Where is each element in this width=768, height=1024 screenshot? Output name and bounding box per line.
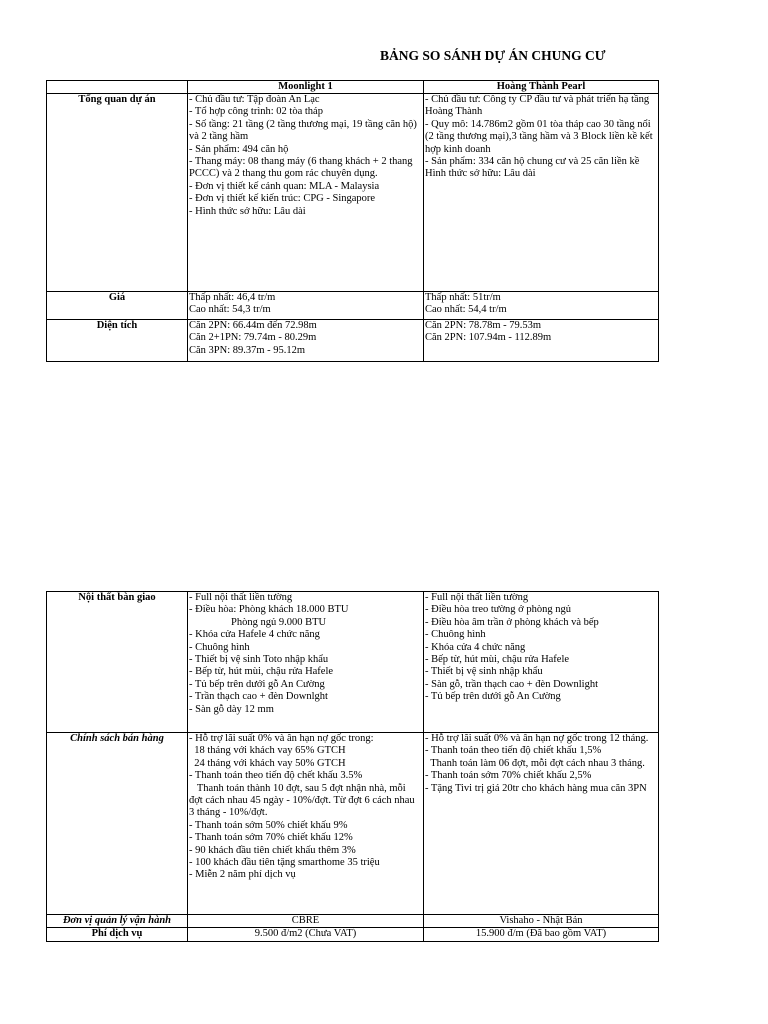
cell-line: Cao nhất: 54,4 tr/m <box>425 304 507 316</box>
cell-hoang-thanh <box>424 592 659 733</box>
cell-moonlight <box>188 94 424 292</box>
row-label: Tổng quan dự án <box>47 94 188 292</box>
cell-line: - Thanh toán sớm 50% chiết khấu 9% <box>189 819 348 831</box>
cell-line: 9.500 đ/m2 (Chưa VAT) <box>254 928 357 940</box>
cell-line: - 100 khách đầu tiên tặng smarthome 35 triệu <box>189 857 380 869</box>
cell-line: Thấp nhất: 46,4 tr/m <box>189 292 276 303</box>
cell-line: - Thanh toán sớm 70% chiết khấu 2,5% <box>425 770 592 782</box>
cell-line: Căn 3PN: 89.37m - 95.12m <box>189 344 306 356</box>
cell-hoang-thanh <box>424 292 659 320</box>
row-label: Giá <box>47 292 188 320</box>
cell-line: Thanh toán làm 06 đợt, mỗi đợt cách nhau 3 tháng. <box>425 757 645 769</box>
cell-line: - Quy mô: 14.786m2 gồm 01 tòa tháp cao 30 tầng nổi (2 tầng thương mại),3 tầng hầm và 3 Block liền kề kết hợp kinh doanh <box>425 118 656 155</box>
cell-line: - Khóa cửa Hafele 4 chức năng <box>189 629 320 641</box>
cell-line: - Thanh toán sớm 70% chiết khấu 12% <box>189 832 353 844</box>
cell-line: - Tủ bếp trên dưới gỗ An Cường <box>189 678 325 690</box>
cell-line: Thấp nhất: 51tr/m <box>425 292 501 303</box>
cell-line: - Sản phẩm: 494 căn hộ <box>189 143 289 155</box>
cell-line: - Hỗ trợ lãi suất 0% và ân hạn nợ gốc trong 12 tháng. <box>425 733 649 744</box>
table-row-price <box>47 292 659 320</box>
cell-line: - Điều hòa: Phòng khách 18.000 BTU <box>189 604 349 616</box>
cell-line: - Bếp từ, hút mùi, chậu rửa Hafele <box>189 666 334 678</box>
cell-hoang-thanh <box>424 915 659 928</box>
cell-line: - Hỗ trợ lãi suất 0% và ân hạn nợ gốc trong: <box>189 733 374 744</box>
table-header-row <box>47 81 659 94</box>
table-row-sales-policy <box>47 733 659 915</box>
comparison-table-bottom <box>46 591 659 942</box>
cell-line: - Tủ bếp trên dưới gỗ An Cường <box>425 691 561 703</box>
cell-moonlight <box>188 292 424 320</box>
cell-line: Hình thức sở hữu: Lâu dài <box>425 168 536 180</box>
cell-line: CBRE <box>291 915 320 926</box>
table-row-area <box>47 320 659 362</box>
cell-line: 18 tháng với khách vay 65% GTCH <box>189 745 346 757</box>
row-label: Đơn vị quản lý vận hành <box>47 915 188 928</box>
row-label: Phí dịch vụ <box>47 928 188 941</box>
cell-line: - Thanh toán theo tiến độ chiết khấu 1,5% <box>425 745 602 757</box>
row-label: Nội thất bàn giao <box>47 592 188 733</box>
cell-line: - Bếp từ, hút mùi, chậu rửa Hafele <box>425 654 570 666</box>
cell-line: - Thiết bị vệ sinh Toto nhập khẩu <box>189 654 329 666</box>
cell-moonlight <box>188 320 424 362</box>
cell-line: - Hình thức sở hữu: Lâu dài <box>189 205 306 217</box>
cell-line: - Tổ hợp công trình: 02 tòa tháp <box>189 106 323 118</box>
cell-line: Căn 2+1PN: 79.74m - 80.29m <box>189 332 317 344</box>
cell-line: - Thanh toán theo tiến độ chết khấu 3.5% <box>189 770 363 782</box>
page-title: BẢNG SO SÁNH DỰ ÁN CHUNG CƯ <box>380 48 606 63</box>
row-label: Chính sách bán hàng <box>47 733 188 915</box>
cell-line: - Chuông hình <box>189 641 250 653</box>
cell-line: Cao nhất: 54,3 tr/m <box>189 304 271 316</box>
header-hoang-thanh: Hoàng Thành Pearl <box>424 81 659 94</box>
cell-line: - Full nội thất liền tường <box>425 592 529 603</box>
table-row-management <box>47 915 659 928</box>
cell-hoang-thanh <box>424 94 659 292</box>
cell-line: Căn 2PN: 107.94m - 112.89m <box>425 332 552 344</box>
header-cell-empty <box>47 81 188 94</box>
cell-hoang-thanh <box>424 733 659 915</box>
cell-line: - Điều hòa âm trần ở phòng khách và bếp <box>425 616 599 628</box>
cell-line: - Chủ đầu tư: Công ty CP đầu tư và phát triển hạ tầng Hoàng Thành <box>425 94 652 118</box>
cell-line: - 90 khách đầu tiên chiết khấu thêm 3% <box>189 844 356 856</box>
table-row-overview <box>47 94 659 292</box>
cell-moonlight <box>188 592 424 733</box>
cell-line: - Đơn vị thiết kế cảnh quan: MLA - Malaysia <box>189 180 380 192</box>
cell-hoang-thanh <box>424 320 659 362</box>
cell-line: Thanh toán thành 10 đợt, sau 5 đợt nhận nhà, mỗi đợt cách nhau 45 ngày - 10%/đợt. Từ đợt 6 cách nhau 3 tháng - 10%/đợt. <box>189 782 418 819</box>
cell-line: - Miễn 2 năm phí dịch vụ <box>189 869 296 881</box>
cell-line: - Tặng Tivi trị giá 20tr cho khách hàng mua căn 3PN <box>425 782 647 794</box>
cell-line: - Số tầng: 21 tầng (2 tầng thương mại, 19 tầng căn hộ) và 2 tầng hầm <box>189 118 420 143</box>
cell-line: - Sản phẩm: 334 căn hộ chung cư và 25 căn liền kề <box>425 156 640 168</box>
table-row-furnishing <box>47 592 659 733</box>
header-moonlight: Moonlight 1 <box>188 81 424 94</box>
cell-line: - Đơn vị thiết kế kiến trúc: CPG - Singapore <box>189 193 376 205</box>
cell-line: - Chủ đầu tư: Tập đoàn An Lạc <box>189 94 320 105</box>
cell-line: Phòng ngủ 9.000 BTU <box>189 616 327 628</box>
cell-line: - Sàn gỗ dày 12 mm <box>189 703 274 715</box>
cell-moonlight <box>188 733 424 915</box>
cell-line: - Full nội thất liền tường <box>189 592 293 603</box>
cell-line: - Khóa cửa 4 chức năng <box>425 641 526 653</box>
cell-hoang-thanh <box>424 928 659 941</box>
cell-line: Vishaho - Nhật Bản <box>499 915 583 926</box>
cell-line: - Thiết bị vệ sinh nhập khẩu <box>425 666 543 678</box>
cell-line: - Trần thạch cao + đèn Downlght <box>189 691 328 703</box>
cell-line: Căn 2PN: 78.78m - 79.53m <box>425 320 542 331</box>
row-label: Diện tích <box>47 320 188 362</box>
cell-line: 15.900 đ/m (Đã bao gồm VAT) <box>475 928 607 940</box>
cell-line: - Thang máy: 08 thang máy (6 thang khách + 2 thang PCCC) và 2 thang thu gom rác chuyên dụng. <box>189 156 416 180</box>
cell-line: Căn 2PN: 66.44m đến 72.98m <box>189 320 317 331</box>
cell-line: - Chuông hình <box>425 629 486 641</box>
comparison-table-top <box>46 80 659 362</box>
cell-line: - Sàn gỗ, trần thạch cao + đèn Downlight <box>425 678 599 690</box>
cell-line: - Điều hòa treo tường ở phòng ngủ <box>425 604 571 616</box>
table-row-service-fee <box>47 928 659 941</box>
cell-line: 24 tháng với khách vay 50% GTCH <box>189 757 346 769</box>
cell-moonlight <box>188 915 424 928</box>
cell-moonlight <box>188 928 424 941</box>
